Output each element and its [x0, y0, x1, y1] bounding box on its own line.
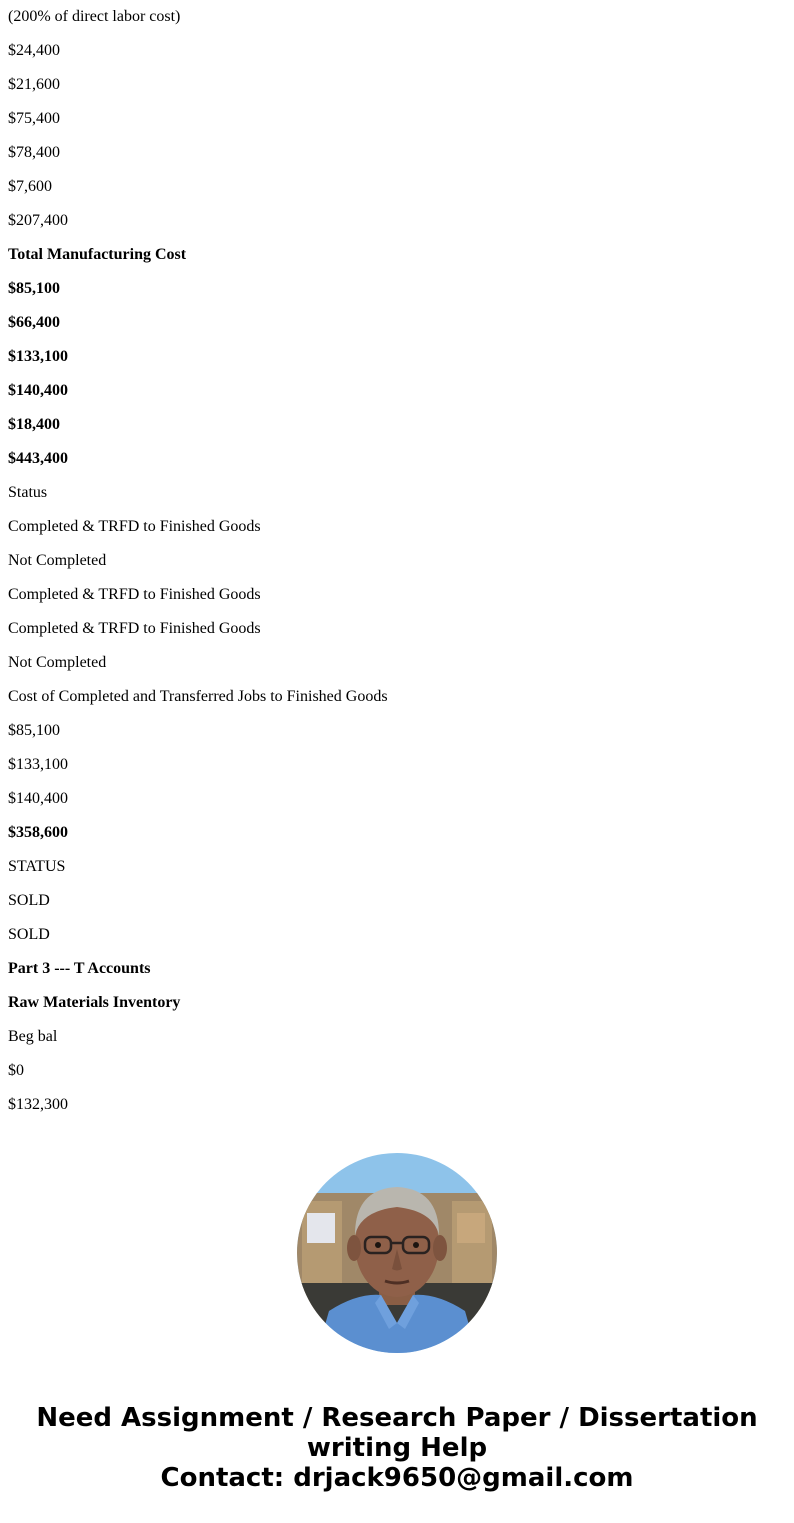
text-line: $75,400 [8, 110, 60, 127]
author-avatar [297, 1153, 497, 1353]
promo-line-2: writing Help [306, 1433, 488, 1463]
text-line: $358,600 [8, 824, 68, 841]
text-line: $78,400 [8, 144, 60, 161]
person-portrait-icon [297, 1153, 497, 1353]
text-line: Total Manufacturing Cost [8, 246, 187, 263]
promo-banner [0, 1403, 794, 1493]
text-line: Raw Materials Inventory [8, 994, 181, 1011]
text-line: $18,400 [8, 416, 60, 433]
text-line: Not Completed [8, 552, 107, 569]
text-line: $21,600 [8, 76, 60, 93]
text-line: Completed & TRFD to Finished Goods [8, 620, 261, 637]
text-line: (200% of direct labor cost) [8, 8, 181, 25]
text-line: Status [8, 484, 48, 501]
text-line: $207,400 [8, 212, 68, 229]
text-line: $85,100 [8, 280, 60, 297]
text-line: Completed & TRFD to Finished Goods [8, 586, 261, 603]
text-line: $140,400 [8, 382, 68, 399]
text-line: $85,100 [8, 722, 60, 739]
text-line: Part 3 --- T Accounts [8, 960, 151, 977]
text-line: SOLD [8, 892, 50, 909]
text-line: Not Completed [8, 654, 107, 671]
text-line: $7,600 [8, 178, 52, 195]
text-line: $66,400 [8, 314, 60, 331]
promo-line-1: Need Assignment / Research Paper / Dissertation [36, 1403, 758, 1433]
promo-contact: Contact: drjack9650@gmail.com [160, 1463, 634, 1493]
text-line: $133,100 [8, 348, 68, 365]
text-line: Completed & TRFD to Finished Goods [8, 518, 261, 535]
text-line: $24,400 [8, 42, 60, 59]
text-line: $140,400 [8, 790, 68, 807]
text-line: $132,300 [8, 1096, 68, 1113]
text-line: $0 [8, 1062, 24, 1079]
text-line: Cost of Completed and Transferred Jobs to Finished Goods [8, 688, 388, 705]
text-line: $133,100 [8, 756, 68, 773]
text-line: Beg bal [8, 1028, 58, 1045]
text-line: $443,400 [8, 450, 68, 467]
text-line: SOLD [8, 926, 50, 943]
text-line: STATUS [8, 858, 66, 875]
